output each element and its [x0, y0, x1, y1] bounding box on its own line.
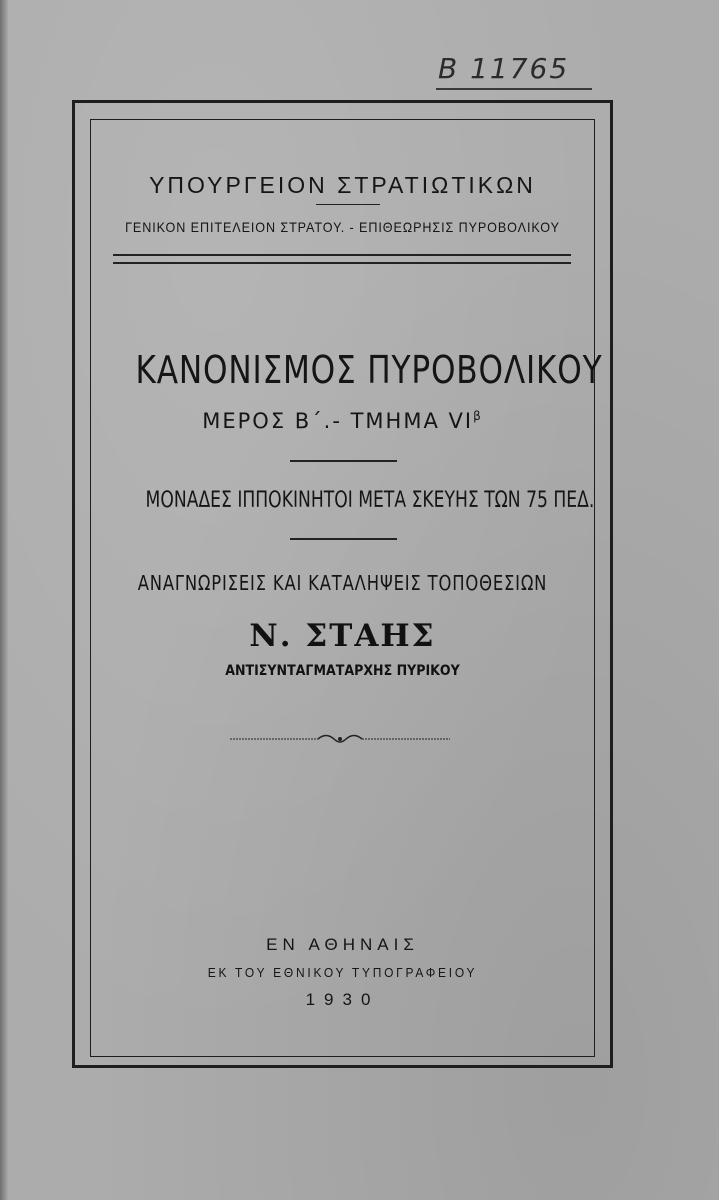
author-rank-stamp: ΑΝΤΙΣΥΝΤΑΓΜΑΤΑΡΧΗΣ ΠΥΡΙΚΟΥ [225, 663, 460, 679]
double-rule-bottom [113, 262, 571, 264]
imprint-printer: ΕΚ ΤΟΥ ΕΘΝΙΚΟΥ ΤΥΠΟΓΡΑΦΕΙΟΥ [207, 965, 478, 980]
double-rule-top [113, 254, 571, 256]
library-ref-number: B 11765 [438, 52, 570, 85]
part-superscript: β [473, 409, 483, 423]
ministry-heading: ΥΠΟΥΡΓΕΙΟΝ ΣΤΡΑΤΙΩΤΙΚΩΝ [149, 172, 536, 198]
ref-underline [436, 88, 592, 90]
section-rule-1 [290, 460, 397, 462]
ornament-divider [230, 727, 450, 751]
imprint-year: 1930 [305, 990, 380, 1009]
staff-subheading: ΓΕΝΙΚΟΝ ΕΠΙΤΕΛΕΙΟΝ ΣΤΡΑΤΟΥ. - ΕΠΙΘΕΩΡΗΣΙΣ ΠΥΡΟΒΟΛΙΚΟΥ [125, 219, 560, 235]
imprint-place: ΕΝ ΑΘΗΝΑΙΣ [266, 935, 419, 954]
ministry-rule [316, 204, 380, 205]
part-text: ΜΕΡΟΣ Β΄.- ΤΜΗΜΑ VI [202, 409, 474, 433]
subject-line: ΑΝΑΓΝΩΡΙΣΕΙΣ ΚΑΙ ΚΑΤΑΛΗΨΕΙΣ ΤΟΠΟΘΕΣΙΩΝ [137, 571, 548, 595]
page-edge-shadow [0, 0, 8, 1200]
units-line: ΜΟΝΑΔΕΣ ΙΠΠΟΚΙΝΗΤΟΙ ΜΕΤΑ ΣΚΕΥΗΣ ΤΩΝ 75 ΠΕΔ. [145, 488, 595, 513]
section-rule-2 [290, 538, 397, 540]
main-title: ΚΑΝΟΝΙΣΜΟΣ ΠΥΡΟΒΟΛΙΚΟΥ [135, 348, 603, 392]
author-name: Ν. ΣΤΑΗΣ [249, 618, 436, 654]
part-section [90, 409, 595, 433]
